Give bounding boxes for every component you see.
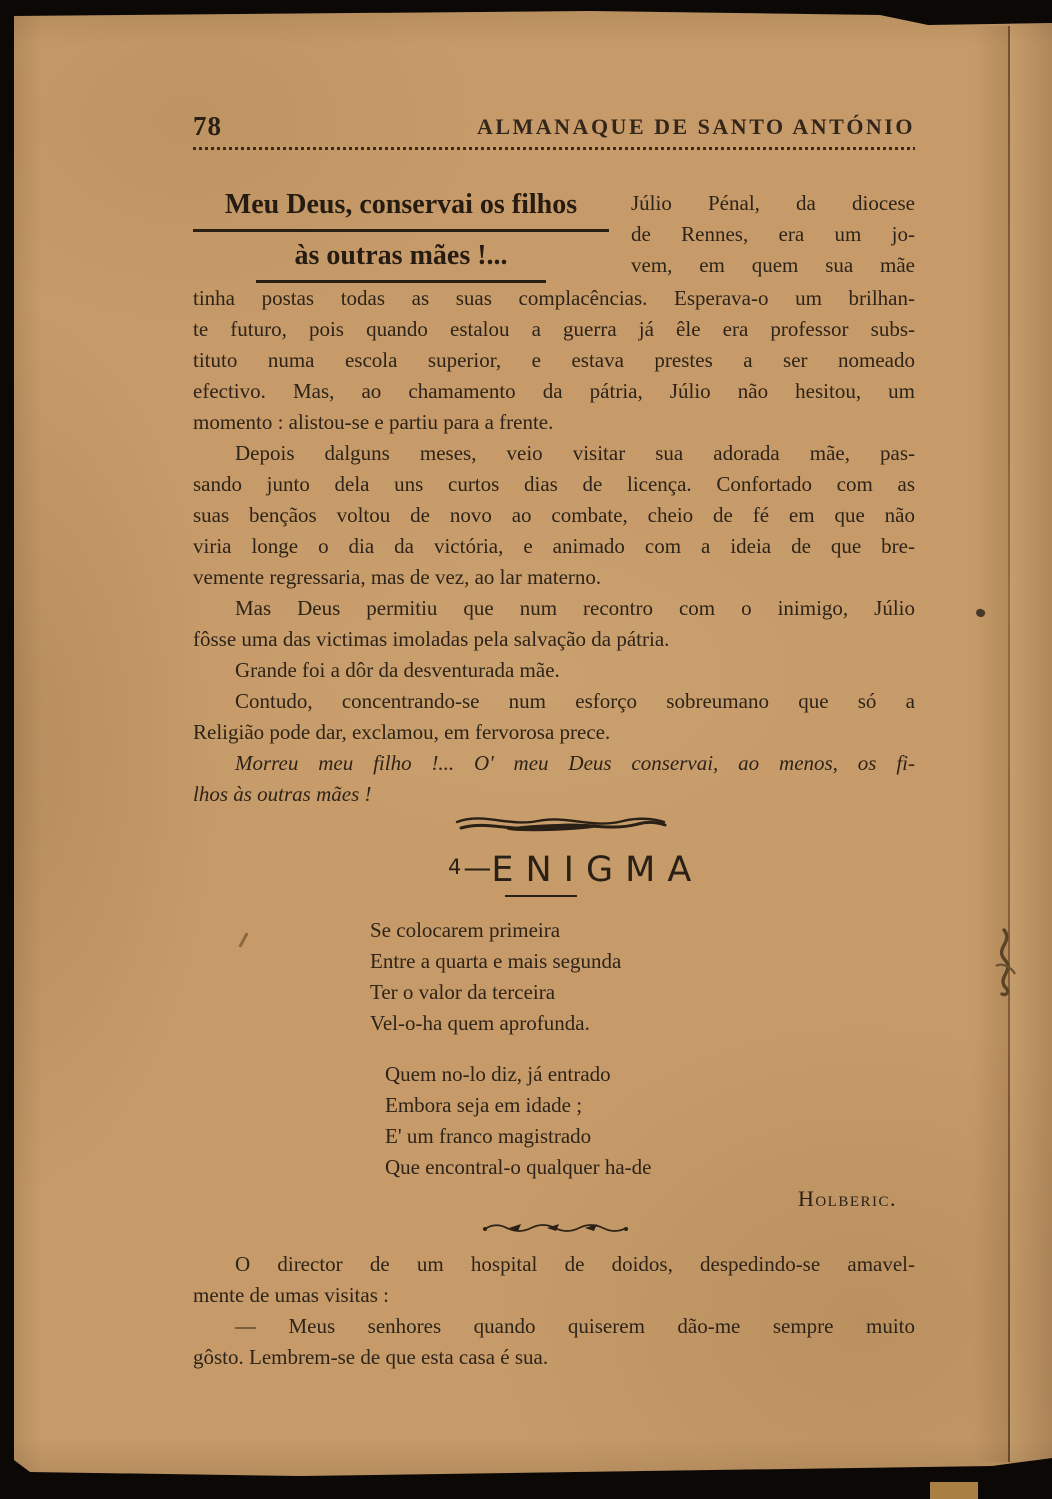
text-line: efectivo. Mas, ao chamamento da pátria, Júlio não hesitou, um [193,379,915,403]
text-line: Quem no-lo diz, já entrado [385,1062,611,1086]
enigma-title: ENIGMA [491,850,704,890]
enigma-number: 4 [448,855,462,879]
article-opening [193,188,915,283]
text-line: vem, em quem sua mãe [631,253,915,277]
flourish-divider-icon [453,810,915,838]
text-line: Grande foi a dôr da desventurada mãe. [235,658,560,682]
text-line: de Rennes, era um jo- [631,222,915,246]
text-line: — Meus senhores quando quiserem dão-me sempre muito [235,1314,915,1338]
enigma-dash: — [463,851,492,884]
next-page-sliver [930,1482,978,1499]
text-line: Que encontral-o qualquer ha-de [385,1155,652,1179]
text-line: Morreu meu filho !... O' meu Deus conservai, ao menos, os fi- [235,751,915,775]
article-paragraph [193,283,915,438]
page-edge-strip [1010,23,1052,1461]
text-line: E' um franco magistrado [385,1124,592,1148]
running-title: ALMANAQUE DE SANTO ANTÓNIO [476,114,915,139]
text-line: Júlio Pénal, da diocese [631,191,915,215]
enigma-stanza-2 [193,1059,915,1183]
article-title [193,188,609,283]
text-line: O director de um hospital de doidos, despedindo-se amavel- [235,1252,915,1276]
anecdote-paragraph [193,1249,915,1311]
text-line: Se colocarem primeira [370,918,561,942]
text-line: vemente regressaria, mas de vez, ao lar materno. [193,565,602,589]
text-line: te futuro, pois quando estalou a guerra já êle era professor subs- [193,317,915,341]
page-number: 78 [193,111,222,141]
article-paragraph [193,438,915,593]
text-line: Contudo, concentrando-se num esforço sobreumano que só a [235,689,915,713]
binding-crease-shadow [972,26,1008,1462]
article-paragraph [193,686,915,748]
text-line: sando junto dela uns curtos dias de licença. Confortado com as [193,472,915,496]
text-line: lhos às outras mães ! [193,782,372,806]
text-line: mente de umas visitas : [193,1283,389,1307]
text-line: gôsto. Lembrem-se de que esta casa é sua. [193,1345,549,1369]
page-content [193,96,915,1373]
enigma-underline [505,895,577,897]
text-line: fôsse uma das victimas imoladas pela salvação da pátria. [193,627,670,651]
enigma-signature: Holberic. [797,1186,897,1211]
anecdote-paragraph [193,1311,915,1373]
text-line: suas bençãos voltou de novo ao combate, cheio de fé em que não [193,503,915,527]
article-intro-column [631,188,915,283]
text-line: viria longe o dia da victória, e animado com a ideia de que bre- [193,534,915,558]
text-line: Entre a quarta e mais segunda [370,949,622,973]
article-title-line2: às outras mães !... [256,239,546,283]
binding-thread-artifact [988,928,1022,998]
text-line: Mas Deus permitiu que num recontro com o inimigo, Júlio [235,596,915,620]
text-line: tituto numa escola superior, e estava prestes a ser nomeado [193,348,915,372]
text-line: momento : alistou-se e partiu para a frente. [193,410,554,434]
wavy-divider-icon [481,1219,915,1237]
article-title-line1: Meu Deus, conservai os filhos [193,188,609,232]
binding-crease [1008,26,1010,1462]
article-prayer-paragraph [193,748,915,810]
enigma-heading [193,846,915,891]
enigma-stanza-1 [193,915,915,1039]
article-paragraph [193,593,915,655]
text-line: tinha postas todas as suas complacências. Esperava-o um brilhan- [193,286,915,310]
text-line: Vel-o-ha quem aprofunda. [370,1011,590,1035]
text-line: Embora seja em idade ; [385,1093,583,1117]
article-paragraph [193,655,915,686]
text-line: Ter o valor da terceira [370,980,556,1004]
text-line: Religião pode dar, exclamou, em fervorosa prece. [193,720,611,744]
text-line: Depois dalguns meses, veio visitar sua adorada mãe, pas- [235,441,915,465]
dotted-rule [193,147,915,150]
page-header [193,96,915,142]
